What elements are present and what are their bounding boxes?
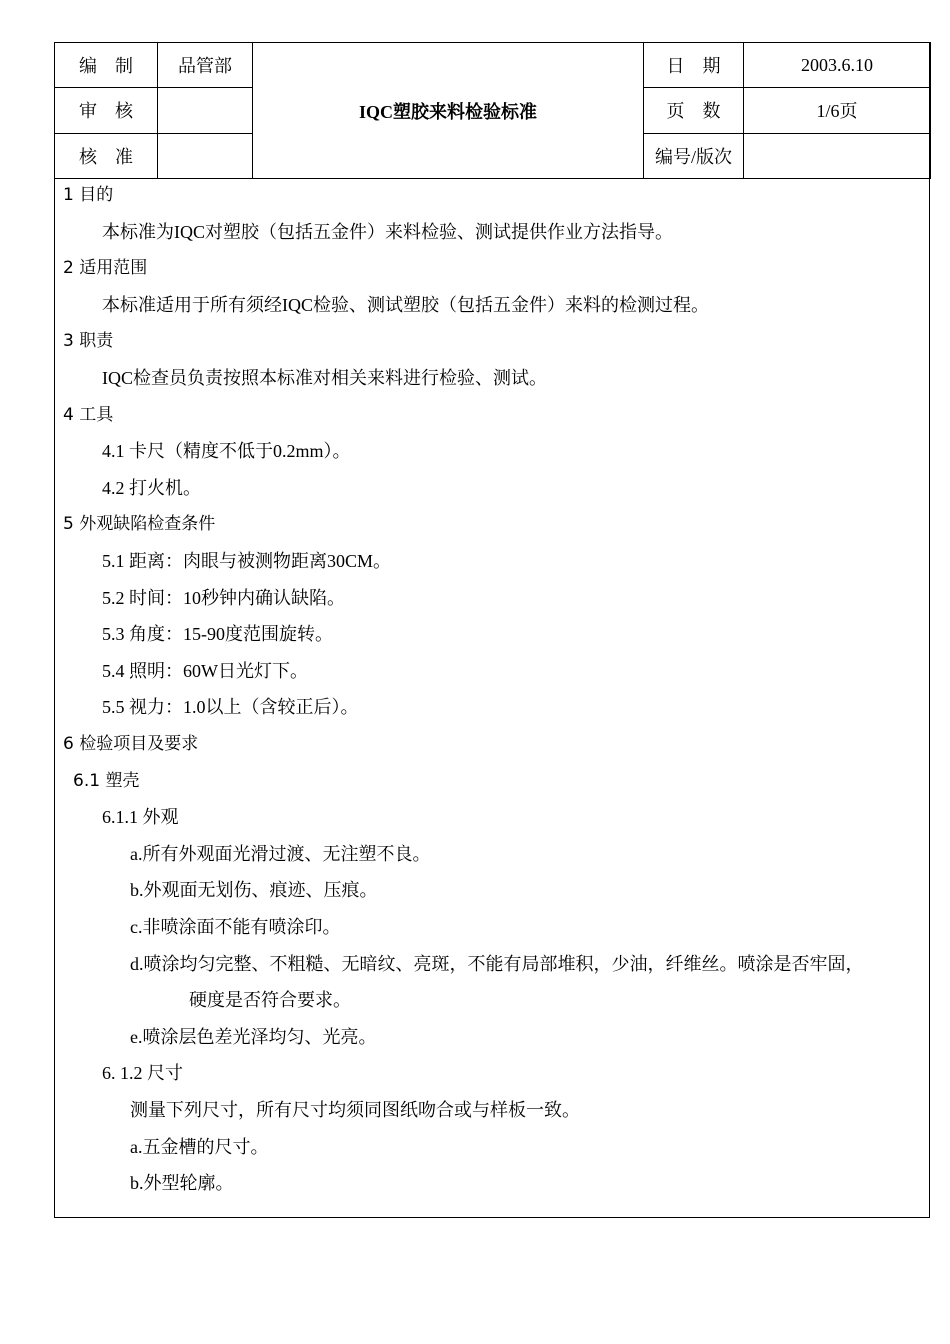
body-line: a.五金槽的尺寸。 (130, 1136, 269, 1157)
body-line: 4.1 卡尺（精度不低于0.2mm）。 (102, 441, 351, 462)
review-label: 审 核 (55, 88, 158, 133)
body-line: 5.1 距离：肉眼与被测物距离30CM。 (102, 551, 392, 571)
prepare-value: 品管部 (158, 43, 253, 88)
number-version-label: 编号/版次 (644, 133, 744, 178)
body-line: d.喷涂均匀完整、不粗糙、无暗纹、亮斑，不能有局部堆积，少油，纤维丝。喷涂是否牢固， (130, 953, 864, 974)
body-line: 5.4 照明：60W日光灯下。 (102, 660, 308, 681)
body-line: 硬度是否符合要求。 (189, 990, 351, 1011)
body-line: 5.5 视力：1.0以上（含较正后）。 (102, 697, 359, 718)
date-value: 2003.6.10 (744, 43, 931, 88)
body-line: 6.1.1 外观 (102, 807, 179, 828)
review-value (158, 88, 253, 133)
prepare-label: 编 制 (55, 43, 158, 88)
section-heading: 6.1 塑壳 (73, 770, 140, 791)
section-heading: 3 职责 (63, 331, 114, 352)
section-heading: 4 工具 (63, 404, 114, 425)
header-table (54, 42, 931, 179)
number-version-value (744, 133, 931, 178)
approve-label: 核 准 (55, 133, 158, 178)
approve-value (158, 133, 253, 178)
body-line: 本标准为IQC对塑胶（包括五金件）来料检验、测试提供作业方法指导。 (102, 221, 673, 242)
body-line: c.非喷涂面不能有喷涂印。 (130, 917, 341, 937)
body-line: 6. 1.2 尺寸 (102, 1063, 183, 1084)
body-line: IQC检查员负责按照本标准对相关来料进行检验、测试。 (102, 368, 547, 388)
body-line: 测量下列尺寸，所有尺寸均须同图纸吻合或与样板一致。 (130, 1100, 580, 1120)
pages-value: 1/6页 (744, 88, 931, 133)
body-line: 5.2 时间：10秒钟内确认缺陷。 (102, 587, 345, 608)
document-frame (54, 42, 930, 1218)
date-label: 日 期 (644, 43, 744, 88)
section-heading: 5 外观缺陷检查条件 (63, 514, 216, 535)
pages-label: 页 数 (644, 88, 744, 133)
body-line: 本标准适用于所有须经IQC检验、测试塑胶（包括五金件）来料的检测过程。 (102, 294, 709, 315)
body-line: b.外型轮廓。 (130, 1173, 234, 1194)
body-line: 5.3 角度：15-90度范围旋转。 (102, 624, 333, 645)
body-line: b.外观面无划伤、痕迹、压痕。 (130, 880, 378, 901)
body-line: e.喷涂层色差光泽均匀、光亮。 (130, 1026, 377, 1047)
body-line: 4.2 打火机。 (102, 477, 201, 498)
document-title: IQC塑胶来料检验标准 (253, 43, 644, 179)
body-line: a.所有外观面光滑过渡、无注塑不良。 (130, 843, 431, 864)
section-heading: 2 适用范围 (63, 258, 148, 279)
section-heading: 1 目的 (63, 185, 114, 205)
section-heading: 6 检验项目及要求 (63, 734, 199, 754)
